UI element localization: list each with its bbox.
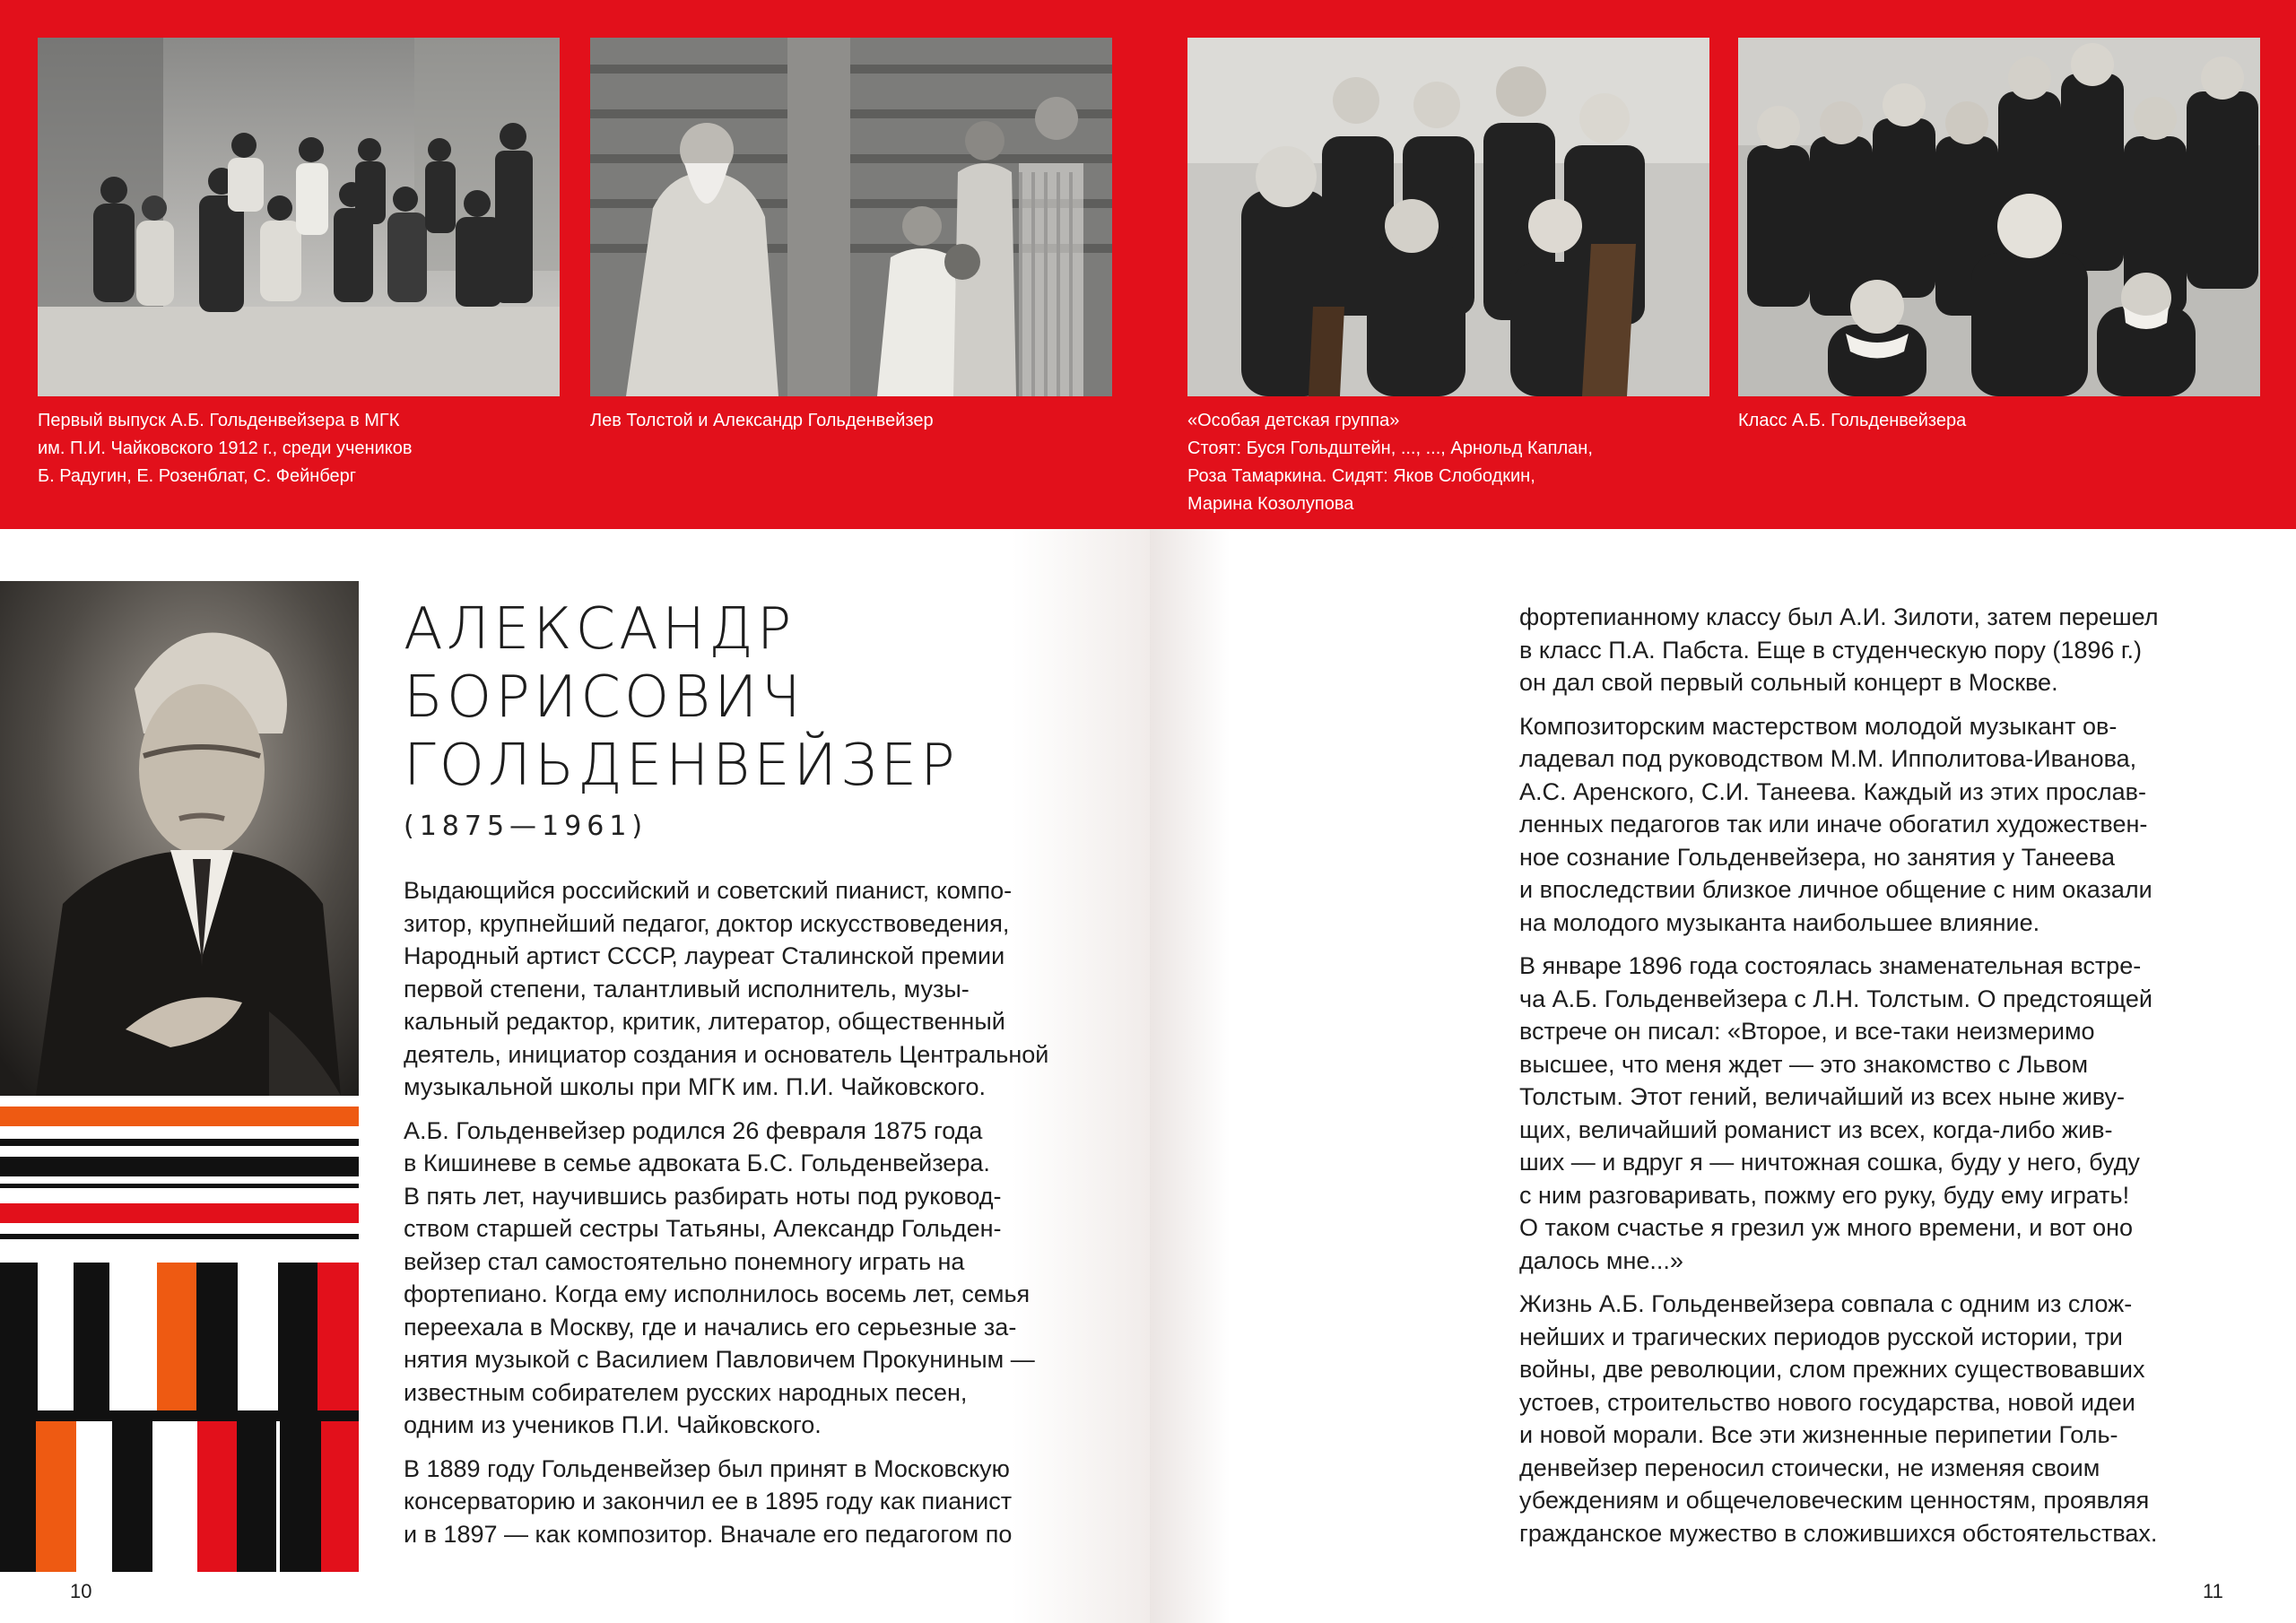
text-line: деятель, инициатор создания и основатель Центральной <box>404 1040 1049 1068</box>
title-line: ГОЛЬДЕНВЕЙЗЕР <box>404 733 959 799</box>
text-line: ленных педагогов так или иначе обогатил художествен- <box>1519 811 2148 838</box>
right-body-text <box>1519 601 2237 1560</box>
caption-class <box>1738 407 2260 435</box>
text-line: и в 1897 — как композитор. Вначале его педагогом по <box>404 1520 1013 1548</box>
text-line: Толстым. Этот гений, величайший из всех ныне живу- <box>1519 1083 2126 1110</box>
paragraph <box>404 874 1112 1104</box>
paragraph <box>404 1115 1112 1442</box>
caption-line: Стоят: Буся Гольдштейн, ..., ..., Арнольд Каплан, <box>1187 438 1593 458</box>
caption-line: «Особая детская группа» <box>1187 411 1400 430</box>
text-line: Жизнь А.Б. Гольденвейзера совпала с одним из слож- <box>1519 1290 2133 1317</box>
text-line: в класс П.А. Пабста. Еще в студенческую пору (1896 г.) <box>1519 636 2142 664</box>
text-line: встрече он писал: «Второе, и все-таки неизмеримо <box>1519 1018 2095 1045</box>
text-line: нейших и трагических периодов русской истории, три <box>1519 1323 2123 1350</box>
text-line: Композиторским мастерством молодой музыкант ов- <box>1519 712 2118 740</box>
text-line: зитор, крупнейший педагог, доктор искусствоведения, <box>404 909 1010 937</box>
text-line: О таком счастье я грезил уж много времени, и вот оно <box>1519 1214 2134 1241</box>
text-line: высшее, что меня ждет — это знакомство с Львом <box>1519 1050 2089 1078</box>
text-line: Народный артист СССР, лауреат Сталинской премии <box>404 942 1005 969</box>
photo-childrens-group <box>1187 38 1709 396</box>
text-line: фортепиано. Когда ему исполнилось восемь лет, семья <box>404 1280 1031 1307</box>
paragraph <box>404 1453 1112 1551</box>
text-line: первой степени, талантливый исполнитель, музы- <box>404 975 970 1002</box>
left-body-text <box>404 874 1112 1561</box>
caption-childrens-group <box>1187 407 1726 518</box>
text-line: денвейзер переносил стоически, не изменяя своим <box>1519 1454 2100 1481</box>
text-line: и впоследствии близкое личное общение с ним оказали <box>1519 876 2152 903</box>
paragraph <box>1519 710 2237 940</box>
text-line: и новой морали. Все эти жизненные перипетии Голь- <box>1519 1421 2118 1448</box>
decorative-blocks <box>0 1263 359 1572</box>
text-line: ладевал под руководством М.М. Ипполитова-Иванова, <box>1519 745 2137 772</box>
caption-line: Роза Тамаркина. Сидят: Яков Слободкин, <box>1187 466 1535 486</box>
text-line: В 1889 году Гольденвейзер был принят в Московскую <box>404 1454 1010 1482</box>
photo-class <box>1738 38 2260 396</box>
text-line: в Кишиневе в семье адвоката Б.С. Гольденвейзера. <box>404 1150 990 1176</box>
paragraph <box>1519 950 2237 1277</box>
text-line: музыкальной школы при МГК им. П.И. Чайковского. <box>404 1073 986 1100</box>
text-line: на молодого музыканта наибольшее влияние. <box>1519 908 2040 936</box>
caption-line: Класс А.Б. Гольденвейзера <box>1738 411 1967 430</box>
text-line: вейзер стал самостоятельно понемногу играть на <box>404 1247 965 1275</box>
text-line: А.С. Аренского, С.И. Танеева. Каждый из этих прослав- <box>1519 777 2146 805</box>
text-line: переехала в Москву, где и начались его серьезные за- <box>404 1313 1017 1341</box>
page-number-left: 10 <box>70 1580 92 1602</box>
text-line: войны, две революции, слом прежних существовавших <box>1519 1356 2145 1383</box>
caption-tolstoy <box>590 407 1112 435</box>
text-line: ча А.Б. Гольденвейзера с Л.Н. Толстым. О предстоящей <box>1519 985 2152 1012</box>
decorative-stripes <box>0 1107 359 1243</box>
text-line: убеждениям и общечеловеческим ценностям, проявляя <box>1519 1487 2150 1514</box>
text-line: консерваторию и закончил ее в 1895 году как пианист <box>404 1488 1013 1515</box>
caption-line: Б. Радугин, Е. Розенблат, С. Фейнберг <box>38 466 357 486</box>
text-line: кальный редактор, критик, литератор, общественный <box>404 1008 1005 1035</box>
text-line: А.Б. Гольденвейзер родился 26 февраля 1875 года <box>404 1116 983 1144</box>
caption-graduates <box>38 407 560 490</box>
caption-line: Лев Толстой и Александр Гольденвейзер <box>590 411 934 430</box>
text-line: ное сознание Гольденвейзера, но занятия у Танеева <box>1519 843 2116 871</box>
text-line: одним из учеников П.И. Чайковского. <box>404 1411 822 1438</box>
title-line: БОРИСОВИЧ <box>404 664 804 731</box>
text-line: ших — и вдруг я — ничтожная сошка, буду у него, буду <box>1519 1149 2140 1176</box>
caption-line: Марина Козолупова <box>1187 494 1354 514</box>
paragraph <box>1519 601 2237 699</box>
text-line: он дал свой первый сольный концерт в Москве. <box>1519 669 2058 696</box>
text-line: щих, величайший романист из всех, когда-либо жив- <box>1519 1115 2113 1143</box>
right-page <box>1150 0 2296 1623</box>
text-line: ством старшей сестры Татьяны, Александр Гольден- <box>404 1215 1002 1242</box>
text-line: Выдающийся российский и советский пианист, компо- <box>404 877 1013 904</box>
photo-graduates <box>38 38 560 396</box>
paragraph <box>1519 1288 2237 1549</box>
life-years: (1875—1961) <box>404 811 648 842</box>
text-line: фортепианному классу был А.И. Зилоти, затем перешел <box>1519 603 2159 630</box>
text-line: гражданское мужество в сложившихся обстоятельствах. <box>1519 1519 2158 1547</box>
caption-line: им. П.И. Чайковского 1912 г., среди учеников <box>38 438 413 458</box>
text-line: с ним разговаривать, пожму его руку, буду ему играть! <box>1519 1181 2130 1209</box>
photo-tolstoy <box>590 38 1112 396</box>
text-line: известным собирателем русских народных песен, <box>404 1378 968 1406</box>
caption-line: Первый выпуск А.Б. Гольденвейзера в МГК <box>38 411 400 430</box>
portrait-goldenweiser <box>0 581 359 1096</box>
text-line: В январе 1896 года состоялась знаменательная встре- <box>1519 952 2142 979</box>
page-number-right: 11 <box>2203 1580 2223 1602</box>
text-line: нятия музыкой с Василием Павловичем Прокуниным — <box>404 1346 1035 1373</box>
text-line: устоев, строительство нового государства, новой идеи <box>1519 1388 2135 1416</box>
page-title <box>404 595 959 800</box>
text-line: В пять лет, научившись разбирать ноты под руковод- <box>404 1182 1002 1210</box>
text-line: далось мне...» <box>1519 1246 1683 1274</box>
title-line: АЛЕКСАНДР <box>404 596 796 663</box>
